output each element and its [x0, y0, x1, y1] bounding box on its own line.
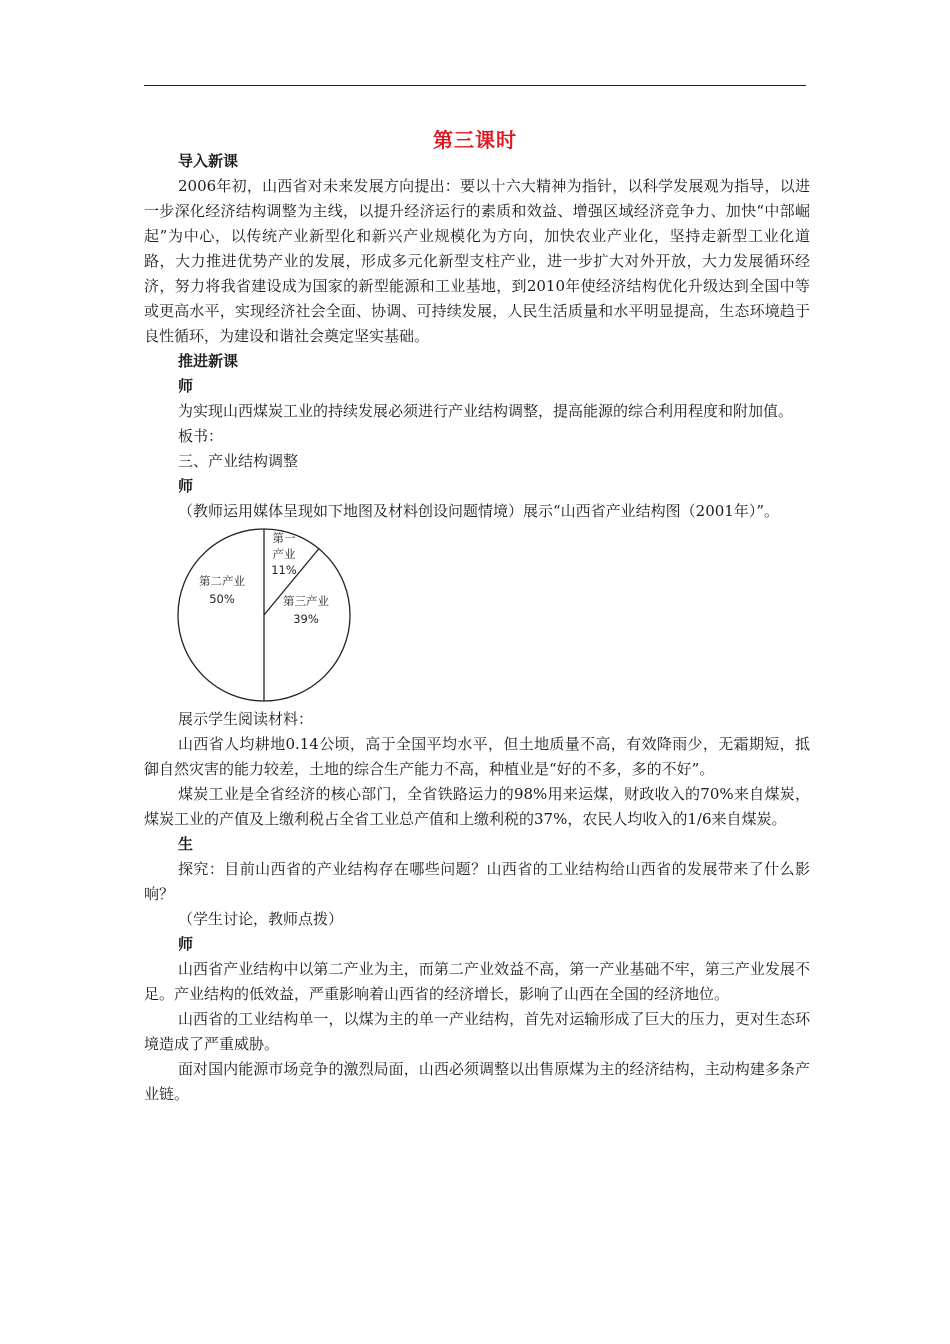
paragraph: 板书： — [178, 427, 224, 445]
paragraph: 山西省人均耕地0.14公顷，高于全国平均水平，但土地质量不高，有效降雨少，无霜期短，抵御自然灾害的能力较差，土地的综合生产能力不高，种植业是“好的不多，多的不好”。 — [144, 735, 810, 778]
paragraph: 面对国内能源市场竞争的激烈局面，山西必须调整以出售原煤为主的经济结构，主动构建多条产业链。 — [144, 1060, 810, 1103]
pie-slice-label: 第二产业 50% — [199, 574, 245, 606]
paragraph: 三、产业结构调整 — [178, 452, 299, 470]
paragraph: 山西省的工业结构单一，以煤为主的单一产业结构，首先对运输形成了巨大的压力，更对生态环境造成了严重威胁。 — [144, 1010, 810, 1053]
paragraph: 煤炭工业是全省经济的核心部门，全省铁路运力的98%用来运煤，财政收入的70%来自煤炭，煤炭工业的产值及上缴利税占全省工业总产值和上缴利税的37%，农民人均收入的1/6来自煤炭。 — [144, 785, 810, 828]
speaker-student: 生 — [178, 835, 194, 853]
page-title: 第三课时 — [433, 128, 517, 152]
paragraph-intro: 2006年初，山西省对未来发展方向提出：要以十六大精神为指针，以科学发展观为指导，以进一步深化经济结构调整为主线，以提升经济运行的素质和效益、增强区域经济竞争力、加快“中部崛起”为中心，以传统产业新型化和新兴产业规模化为方向，加快农业产业化，坚持走新型工业化道路，大力推进优势产业的发展，形成多元化新型支柱产业，进一步扩大对外开放，大力发展循环经济，努力将我省建设成为国家的新型能源和工业基地，到2010年使经济结构优化升级达到全国中等或更高水平，实现经济社会全面、协调、可持续发展，人民生活质量和水平明显提高，生态环境趋于良性循环，为建设和谐社会奠定坚实基础。 — [144, 177, 810, 345]
paragraph: 探究：目前山西省的产业结构存在哪些问题？山西省的工业结构给山西省的发展带来了什么影响？ — [144, 860, 810, 903]
paragraph: （学生讨论，教师点拨） — [178, 910, 344, 928]
pie-chart-svg — [172, 525, 372, 705]
paragraph: 为实现山西煤炭工业的持续发展必须进行产业结构调整，提高能源的综合利用程度和附加值。 — [178, 402, 794, 420]
document-body — [144, 149, 810, 1107]
paragraph: 山西省产业结构中以第二产业为主，而第二产业效益不高，第一产业基础不牢，第三产业发展不足。产业结构的低效益，严重影响着山西省的经济增长，影响了山西在全国的经济地位。 — [144, 960, 810, 1003]
paragraph: 展示学生阅读材料： — [178, 710, 314, 728]
speaker-teacher: 师 — [178, 377, 194, 395]
paragraph: （教师运用媒体呈现如下地图及材料创设问题情境）展示“山西省产业结构图（2001年）”。 — [178, 502, 780, 520]
pie-slice-label: 第一产业 11% — [271, 531, 297, 577]
header-rule — [144, 85, 806, 86]
industry-structure-pie-chart — [144, 525, 810, 705]
speaker-teacher: 师 — [178, 935, 194, 953]
section-heading-intro: 导入新课 — [178, 152, 239, 170]
speaker-teacher: 师 — [178, 477, 194, 495]
pie-slice-label: 第三产业 39% — [283, 594, 329, 626]
section-heading-new-lesson: 推进新课 — [178, 352, 239, 370]
